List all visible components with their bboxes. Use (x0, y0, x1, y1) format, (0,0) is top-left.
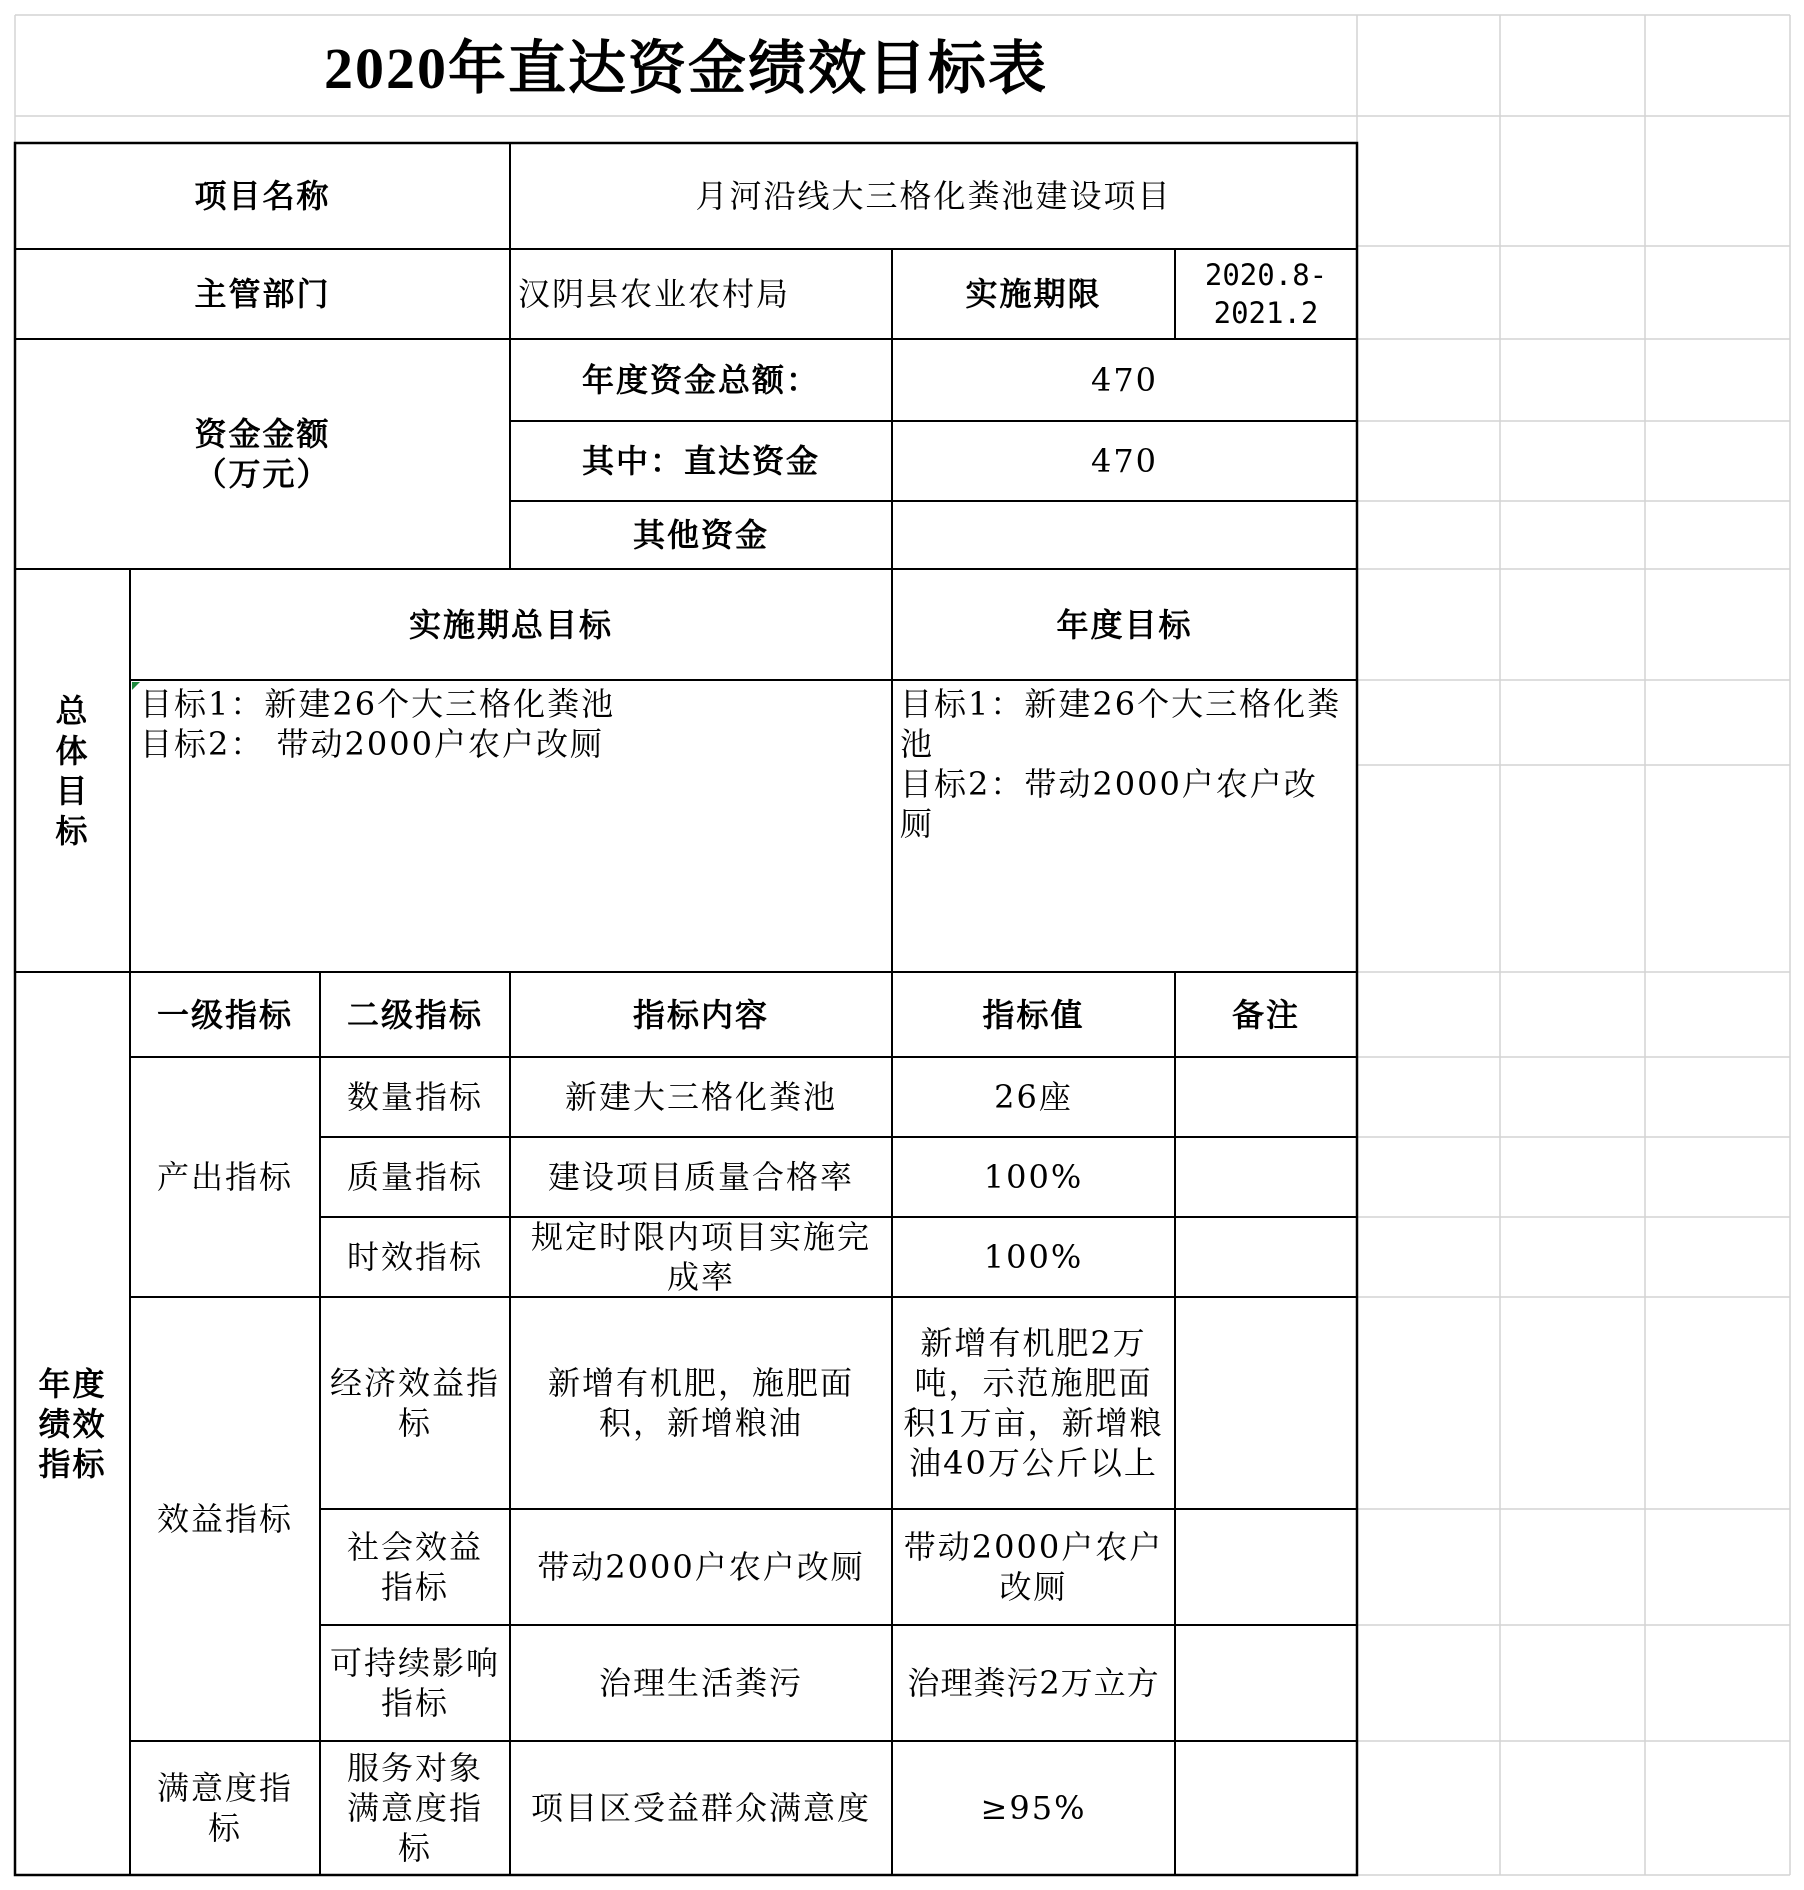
header-level1: 一级指标 (156, 995, 293, 1034)
annual-total-value: 470 (1090, 361, 1159, 399)
overall-annual-goal-header: 年度目标 (1056, 605, 1193, 644)
row-level2: 可持续影响 指标 (329, 1644, 500, 1722)
header-note: 备注 (1231, 995, 1300, 1034)
row-note (1175, 1057, 1357, 1137)
page-title: 2020年直达资金绩效目标表 (323, 36, 1048, 101)
row-value: 治理粪污2万立方 (907, 1664, 1160, 1702)
row-note (1175, 1625, 1357, 1741)
row-value: 100% (983, 1238, 1084, 1276)
row-note (1175, 1741, 1357, 1875)
header-level2: 二级指标 (346, 995, 483, 1034)
row-content: 治理生活粪污 (598, 1664, 803, 1702)
group-output: 产出指标 (156, 1158, 293, 1196)
overall-goal-label: 总 体 目 标 (55, 691, 90, 850)
period-label: 实施期限 (965, 275, 1102, 313)
row-content: 新增有机肥，施肥面 积，新增粮油 (547, 1364, 854, 1442)
row-content: 规定时限内项目实施完 成率 (530, 1218, 871, 1296)
row-content: 带动2000户农户改厕 (537, 1548, 865, 1586)
row-level2: 时效指标 (346, 1238, 483, 1276)
row-level2: 经济效益指 标 (329, 1364, 500, 1442)
project-name-value: 月河沿线大三格化粪池建设项目 (695, 177, 1172, 215)
other-funds-value (892, 501, 1357, 569)
row-level2: 社会效益 指标 (346, 1528, 483, 1606)
row-content: 项目区受益群众满意度 (530, 1789, 871, 1827)
row-note (1175, 1297, 1357, 1509)
group-satisfaction: 满意度指 标 (156, 1769, 293, 1847)
overall-total-goal-text: 目标1：新建26个大三格化粪池 目标2： 带动2000户农户改厕 (140, 685, 616, 763)
header-content: 指标内容 (632, 995, 769, 1034)
project-name-label: 项目名称 (194, 177, 331, 215)
row-value: ≥95% (980, 1789, 1087, 1827)
row-value: 26座 (994, 1078, 1073, 1116)
annual-total-label: 年度资金总额： (581, 361, 820, 399)
row-level2: 数量指标 (346, 1078, 483, 1116)
row-note (1175, 1217, 1357, 1297)
period-value: 2020.8- 2021.2 (1204, 258, 1328, 330)
row-content: 建设项目质量合格率 (547, 1158, 854, 1196)
row-value: 带动2000户农户 改厕 (903, 1528, 1164, 1606)
row-value: 新增有机肥2万 吨，示范施肥面 积1万亩，新增粮 油40万公斤以上 (903, 1324, 1164, 1482)
row-level2: 服务对象 满意度指 标 (346, 1749, 483, 1867)
direct-funds-value: 470 (1090, 442, 1159, 480)
dept-value: 汉阴县农业农村局 (518, 275, 791, 313)
group-benefit: 效益指标 (156, 1500, 293, 1538)
row-content: 新建大三格化粪池 (564, 1078, 837, 1116)
funds-label: 资金金额 （万元） (194, 415, 331, 493)
other-funds-label: 其他资金 (632, 516, 769, 554)
row-note (1175, 1509, 1357, 1625)
overall-total-goal-header: 实施期总目标 (408, 605, 613, 644)
row-value: 100% (983, 1158, 1084, 1196)
annual-indicator-label: 年度 绩效 指标 (38, 1364, 107, 1483)
direct-funds-label: 其中：直达资金 (581, 442, 820, 480)
header-value: 指标值 (982, 995, 1085, 1034)
row-level2: 质量指标 (346, 1158, 483, 1196)
dept-label: 主管部门 (194, 275, 331, 313)
overall-annual-goal-text: 目标1：新建26个大三格化粪池 目标2：带动2000户农户改厕 (900, 685, 1342, 843)
row-note (1175, 1137, 1357, 1217)
